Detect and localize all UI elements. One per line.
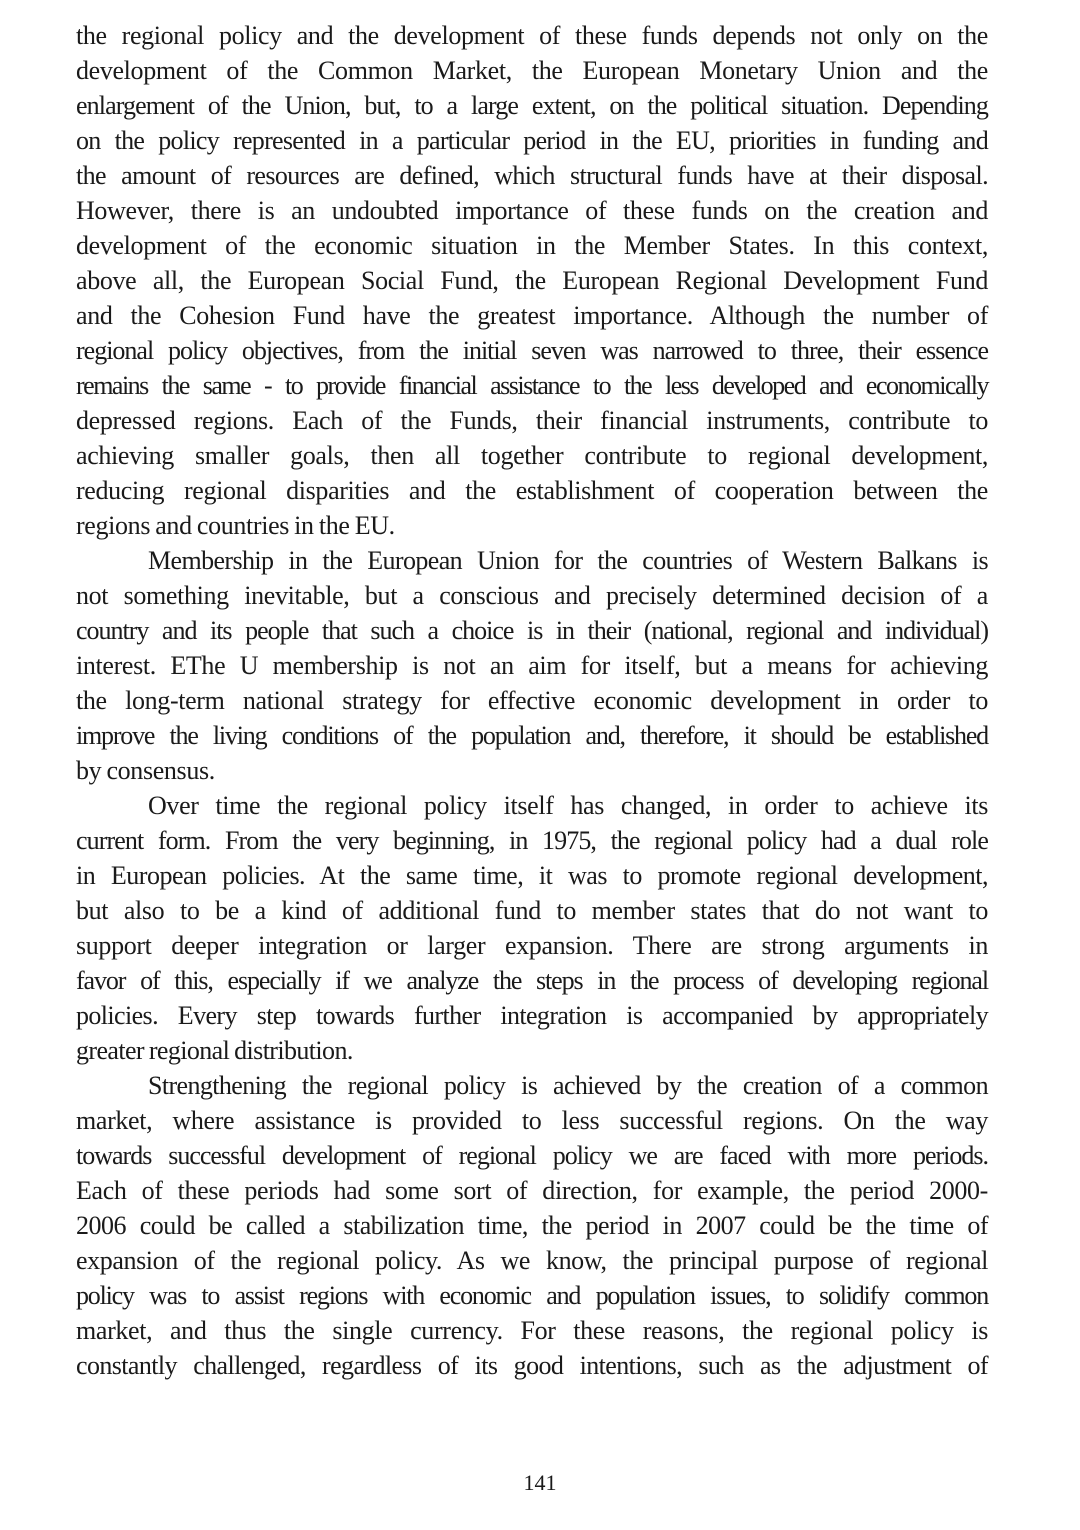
text-line: development of the economic situation in the Member States. In this context, bbox=[76, 231, 988, 260]
text-line: interest. EThe U membership is not an aim for itself, but a means for achieving bbox=[76, 651, 988, 680]
paragraph-3 bbox=[76, 788, 988, 1068]
text-line: market, and thus the single currency. For these reasons, the regional policy is bbox=[76, 1316, 988, 1345]
text-line: support deeper integration or larger expansion. There are strong arguments in bbox=[76, 931, 988, 960]
text-line: the amount of resources are defined, which structural funds have at their disposal. bbox=[76, 161, 988, 190]
text-line: improve the living conditions of the population and, therefore, it should be established bbox=[76, 721, 988, 750]
text-line: remains the same - to provide financial assistance to the less developed and economically bbox=[76, 371, 988, 400]
paragraph-1 bbox=[76, 18, 988, 543]
text-line: Over time the regional policy itself has changed, in order to achieve its bbox=[148, 791, 988, 820]
text-line: but also to be a kind of additional fund to member states that do not want to bbox=[76, 896, 988, 925]
text-line: current form. From the very beginning, in 1975, the regional policy had a dual role bbox=[76, 826, 988, 855]
text-line: Strengthening the regional policy is achieved by the creation of a common bbox=[148, 1071, 988, 1100]
text-line: 2006 could be called a stabilization time, the period in 2007 could be the time of bbox=[76, 1211, 988, 1240]
text-line: development of the Common Market, the European Monetary Union and the bbox=[76, 56, 988, 85]
text-line: enlargement of the Union, but, to a large extent, on the political situation. Depending bbox=[76, 91, 988, 120]
text-line: However, there is an undoubted importance of these funds on the creation and bbox=[76, 196, 988, 225]
page-number: 141 bbox=[523, 1470, 557, 1495]
text-line: greater regional distribution. bbox=[76, 1036, 353, 1065]
text-line: market, where assistance is provided to less successful regions. On the way bbox=[76, 1106, 988, 1135]
text-line: policies. Every step towards further integration is accompanied by appropriately bbox=[76, 1001, 988, 1030]
text-line: depressed regions. Each of the Funds, their financial instruments, contribute to bbox=[76, 406, 988, 435]
text-line: achieving smaller goals, then all together contribute to regional development, bbox=[76, 441, 988, 470]
text-line: towards successful development of regional policy we are faced with more periods. bbox=[76, 1141, 988, 1170]
text-line: and the Cohesion Fund have the greatest importance. Although the number of bbox=[76, 301, 988, 330]
text-line: in European policies. At the same time, it was to promote regional development, bbox=[76, 861, 988, 890]
text-line: Membership in the European Union for the countries of Western Balkans is bbox=[148, 546, 988, 575]
paragraph-4 bbox=[76, 1068, 988, 1383]
text-line: Each of these periods had some sort of direction, for example, the period 2000- bbox=[76, 1176, 988, 1205]
text-line: regions and countries in the EU. bbox=[76, 511, 395, 540]
body-text bbox=[76, 18, 988, 1383]
text-line: the long-term national strategy for effective economic development in order to bbox=[76, 686, 988, 715]
paragraph-2 bbox=[76, 543, 988, 788]
text-line: by consensus. bbox=[76, 756, 215, 785]
text-line: reducing regional disparities and the establishment of cooperation between the bbox=[76, 476, 988, 505]
text-line: policy was to assist regions with economic and population issues, to solidify common bbox=[76, 1281, 988, 1310]
text-line: not something inevitable, but a conscious and precisely determined decision of a bbox=[76, 581, 988, 610]
text-line: constantly challenged, regardless of its good intentions, such as the adjustment of bbox=[76, 1351, 988, 1380]
text-line: on the policy represented in a particular period in the EU, priorities in funding and bbox=[76, 126, 988, 155]
text-line: country and its people that such a choice is in their (national, regional and individual) bbox=[76, 616, 988, 645]
text-line: favor of this, especially if we analyze the steps in the process of developing regional bbox=[76, 966, 988, 995]
text-line: expansion of the regional policy. As we know, the principal purpose of regional bbox=[76, 1246, 988, 1275]
text-line: the regional policy and the development of these funds depends not only on the bbox=[76, 21, 988, 50]
text-line: above all, the European Social Fund, the European Regional Development Fund bbox=[76, 266, 988, 295]
text-line: regional policy objectives, from the initial seven was narrowed to three, their essence bbox=[76, 336, 988, 365]
